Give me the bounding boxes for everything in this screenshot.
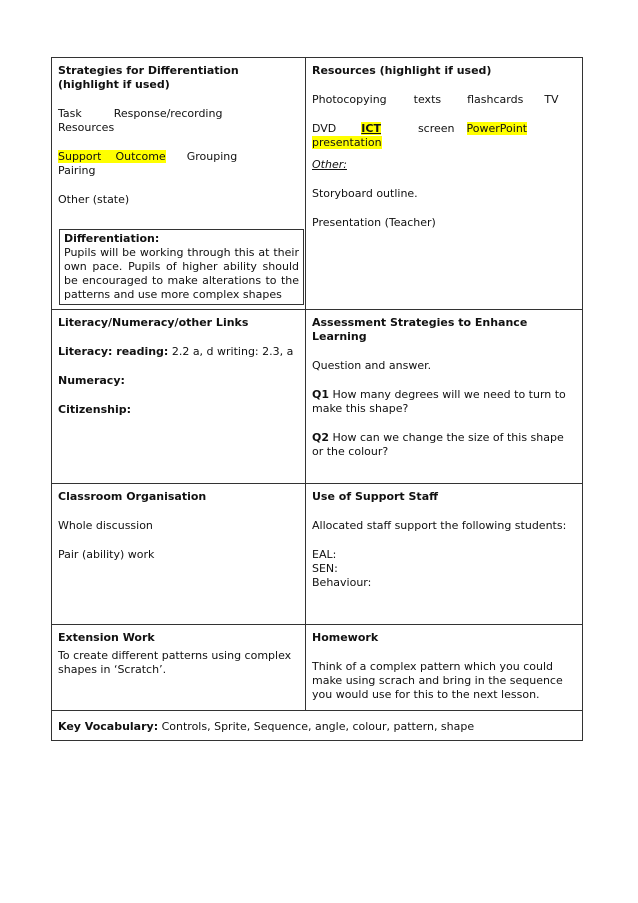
homework-cell [306,625,583,711]
differentiation-options-row1 [58,107,299,135]
links-cell [52,310,306,484]
differentiation-box-title: Differentiation: [64,232,160,245]
resource-texts: texts [413,93,442,106]
organisation-item-whole: Whole discussion [58,519,153,532]
option-outcome: Outcome [115,150,166,163]
organisation-item-pair: Pair (ability) work [58,548,155,561]
literacy-label: Literacy: reading: [58,345,169,358]
resource-flashcards: flashcards [467,93,524,106]
homework-heading: Homework [312,631,379,644]
support-staff-intro: Allocated staff support the following students: [312,519,567,532]
resources-other-label: Other: [312,158,347,171]
option-response-recording: Response/recording [113,107,223,120]
differentiation-heading: Strategies for Differentiation (highlight if used) [58,64,239,91]
links-numeracy: Numeracy: [58,374,125,387]
resources-item-storyboard: Storyboard outline. [312,187,418,200]
assessment-intro: Question and answer. [312,359,432,372]
organisation-cell [52,484,306,625]
extension-text: To create different patterns using complex shapes in ‘Scratch’. [58,649,292,676]
extension-cell [52,625,306,711]
option-resources: Resources [58,121,115,134]
support-staff-behaviour: Behaviour: [312,576,372,589]
vocabulary-label: Key Vocabulary: [58,719,159,733]
support-staff-heading: Use of Support Staff [312,490,439,503]
resources-heading: Resources (highlight if used) [312,64,492,77]
differentiation-box-text: Pupils will be working through this at their own pace. Pupils of higher ability should be encouraged to make alterations to the patterns and use more complex shapes [64,246,299,301]
links-heading: Literacy/Numeracy/other Links [58,316,249,329]
resources-options-row2 [312,122,576,150]
differentiation-other: Other (state) [58,193,130,206]
q2-label: Q2 [312,431,330,444]
assessment-q1 [312,388,576,416]
option-support: Support [58,150,102,163]
lesson-plan-page [51,57,582,741]
q1-text: How many degrees will we need to turn to make this shape? [312,388,566,415]
links-citizenship: Citizenship: [58,403,131,416]
extension-heading: Extension Work [58,631,155,644]
links-literacy [58,345,299,359]
differentiation-box [59,229,304,305]
resource-ict: ICT [361,122,381,135]
resource-dvd: DVD [312,122,337,135]
support-staff-eal: EAL: [312,548,337,561]
option-pairing: Pairing [58,164,96,177]
resources-options-row1 [312,93,576,107]
option-grouping: Grouping [186,150,238,163]
assessment-heading: Assessment Strategies to Enhance Learning [312,316,528,343]
assessment-q2 [312,431,576,459]
differentiation-cell [52,58,306,310]
q2-text: How can we change the size of this shape or the colour? [312,431,564,458]
resources-cell [306,58,583,310]
support-staff-sen: SEN: [312,562,338,575]
homework-text: Think of a complex pattern which you could make using scrach and bring in the sequence you would use for this to the next lesson. [312,660,563,701]
resource-powerpoint: PowerPoint presentation [312,122,528,149]
resource-tv: TV [544,93,559,106]
vocabulary-text: Controls, Sprite, Sequence, angle, colour, pattern, shape [158,719,475,733]
literacy-text: 2.2 a, d writing: 2.3, a [168,345,294,358]
assessment-cell [306,310,583,484]
support-staff-cell [306,484,583,625]
q1-label: Q1 [312,388,330,401]
organisation-heading: Classroom Organisation [58,490,207,503]
vocabulary-cell [52,711,583,741]
differentiation-options-row2 [58,150,299,178]
resource-screen: screen [417,122,455,135]
option-task: Task [58,107,82,120]
resource-photocopying: Photocopying [312,93,387,106]
resources-item-presentation: Presentation (Teacher) [312,216,436,229]
lesson-plan-table [51,57,583,741]
